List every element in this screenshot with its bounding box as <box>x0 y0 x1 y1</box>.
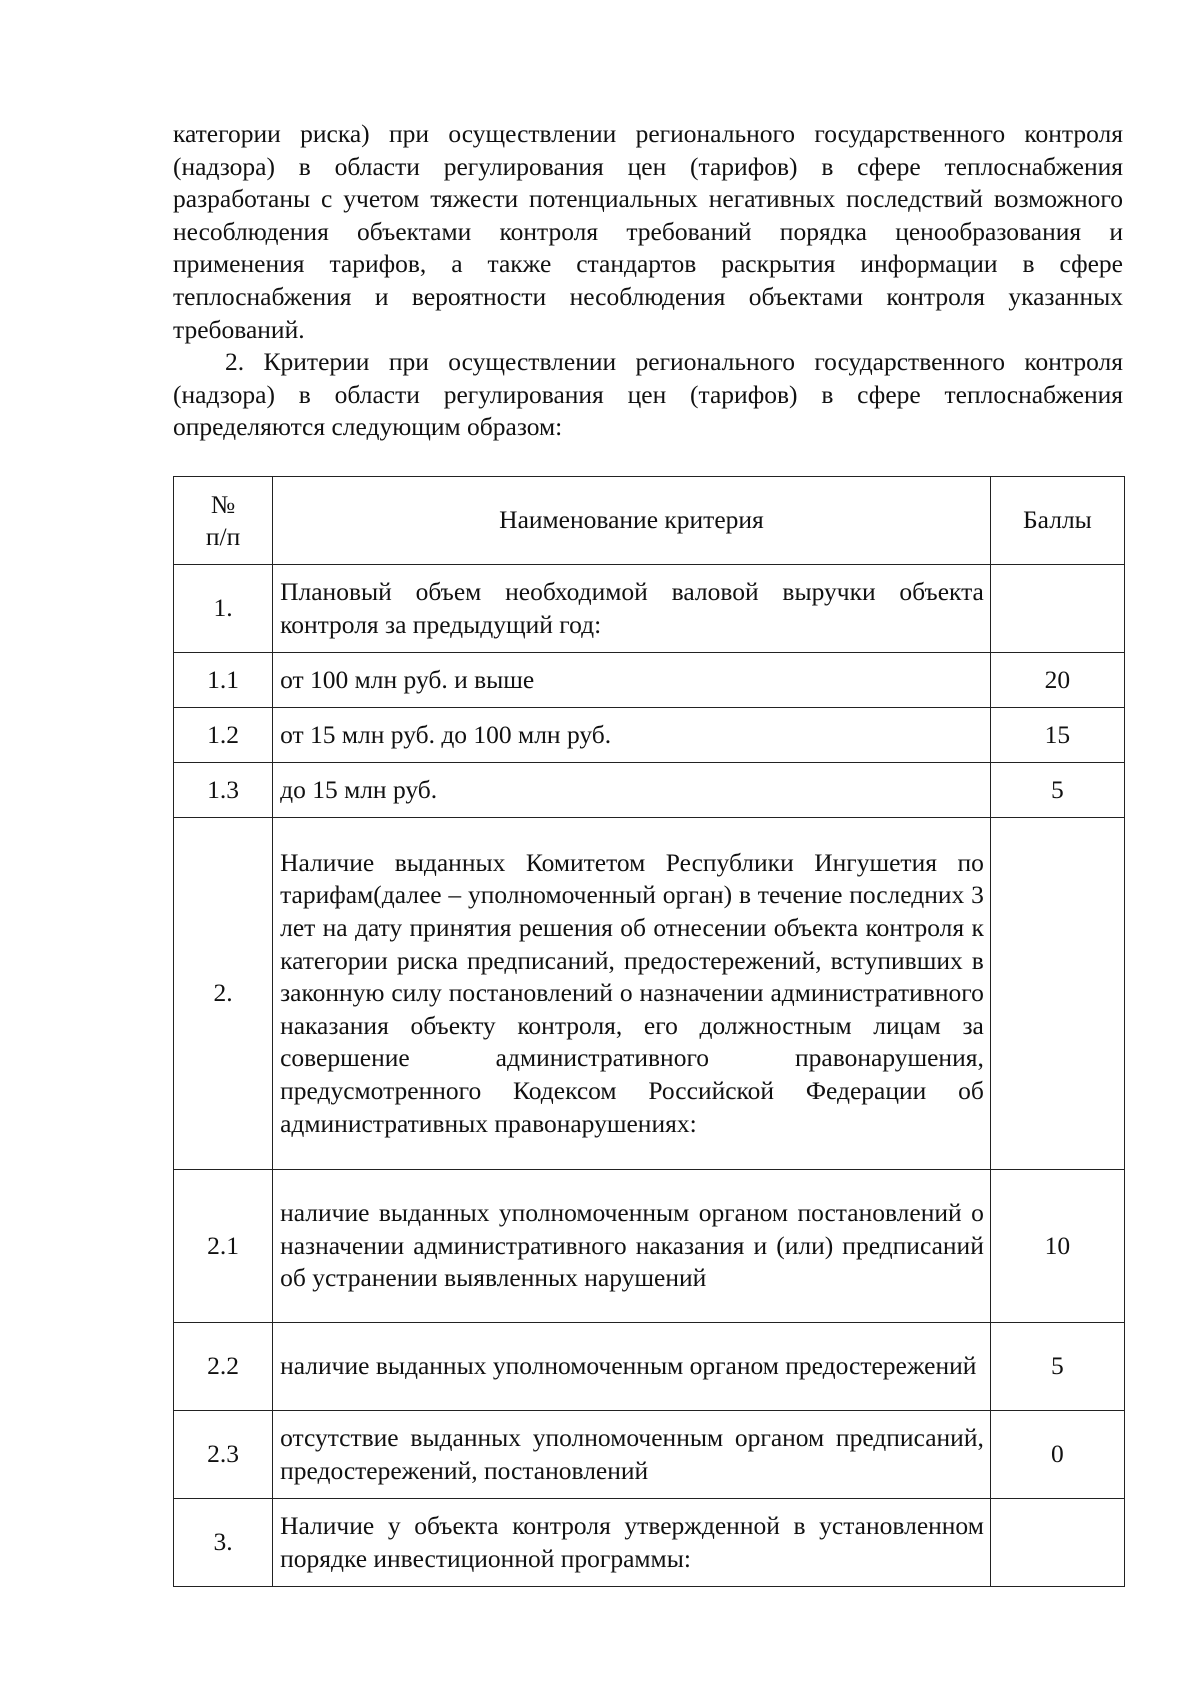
intro-paragraph-1: категории риска) при осуществлении регионального государственного контроля (надзора) в области регулирования цен (тарифов) в сфере теплоснабжения разработаны с учетом тяжести потенциальных негативных последствий возможного несоблюдения объектами контроля требований порядка ценообразования и применения тарифов, а также стандартов раскрытия информации в сфере теплоснабжения и вероятности несоблюдения объектами контроля указанных требований. <box>173 119 1123 344</box>
table-row <box>174 1411 1125 1499</box>
header-score: Баллы <box>990 477 1124 565</box>
row-name-cell <box>273 565 991 653</box>
row-num: 1.3 <box>174 763 273 818</box>
row-score: 5 <box>990 1323 1124 1411</box>
header-num-symbol: № <box>210 489 236 519</box>
row-num: 1.2 <box>174 708 273 763</box>
header-num-label: п/п <box>205 521 241 551</box>
row-name: наличие выданных уполномоченным органом предостережений <box>280 1351 977 1381</box>
table-row <box>174 1499 1125 1587</box>
row-name-cell <box>273 1411 991 1499</box>
table-row <box>174 1170 1125 1323</box>
row-num: 1.1 <box>174 653 273 708</box>
table-row <box>174 763 1125 818</box>
row-name: от 100 млн руб. и выше <box>280 664 535 694</box>
row-score: 0 <box>990 1411 1124 1499</box>
row-name: Наличие у объекта контроля утвержденной в установленном порядке инвестиционной программы: <box>280 1510 984 1573</box>
row-name: от 15 млн руб. до 100 млн руб. <box>280 719 612 749</box>
row-name-cell <box>273 818 991 1170</box>
row-name-cell <box>273 708 991 763</box>
row-num: 3. <box>174 1499 273 1587</box>
row-name-cell <box>273 1170 991 1323</box>
row-score <box>990 565 1124 653</box>
row-name: наличие выданных уполномоченным органом постановлений о назначении административного наказания и (или) предписаний об устранении выявленных нарушений <box>280 1198 984 1293</box>
row-score: 20 <box>990 653 1124 708</box>
table-row <box>174 708 1125 763</box>
row-score: 10 <box>990 1170 1124 1323</box>
table-header-row <box>174 477 1125 565</box>
criteria-table <box>173 476 1125 1587</box>
row-num: 2.2 <box>174 1323 273 1411</box>
table-row <box>174 565 1125 653</box>
intro-paragraph-2: 2. Критерии при осуществлении регионального государственного контроля (надзора) в области регулирования цен (тарифов) в сфере теплоснабжения определяются следующим образом: <box>173 347 1123 442</box>
row-score: 5 <box>990 763 1124 818</box>
header-num <box>174 477 273 565</box>
table-row <box>174 818 1125 1170</box>
row-name-cell <box>273 1323 991 1411</box>
row-num: 1. <box>174 565 273 653</box>
row-name-cell <box>273 653 991 708</box>
table-row <box>174 653 1125 708</box>
row-num: 2. <box>174 818 273 1170</box>
row-score: 15 <box>990 708 1124 763</box>
row-name-cell <box>273 763 991 818</box>
row-num: 2.1 <box>174 1170 273 1323</box>
row-name: Плановый объем необходимой валовой выручки объекта контроля за предыдущий год: <box>280 576 984 639</box>
header-name: Наименование критерия <box>273 477 991 565</box>
row-name: до 15 млн руб. <box>280 774 438 804</box>
row-name: отсутствие выданных уполномоченным органом предписаний, предостережений, постановлений <box>280 1422 984 1485</box>
row-name-cell <box>273 1499 991 1587</box>
row-score <box>990 818 1124 1170</box>
document-body <box>173 118 1123 444</box>
table-row <box>174 1323 1125 1411</box>
row-score <box>990 1499 1124 1587</box>
row-name: Наличие выданных Комитетом Республики Ингушетия по тарифам(далее – уполномоченный орган) в течение последних 3 лет на дату принятия решения об отнесении объекта контроля к категории риска предписаний, предостережений, вступивших в законную силу постановлений о назначении административного наказания объекту контроля, его должностным лицам за совершение административного правонарушения, предусмотренного Кодексом Российской Федерации об административных правонарушениях: <box>280 847 984 1138</box>
row-num: 2.3 <box>174 1411 273 1499</box>
